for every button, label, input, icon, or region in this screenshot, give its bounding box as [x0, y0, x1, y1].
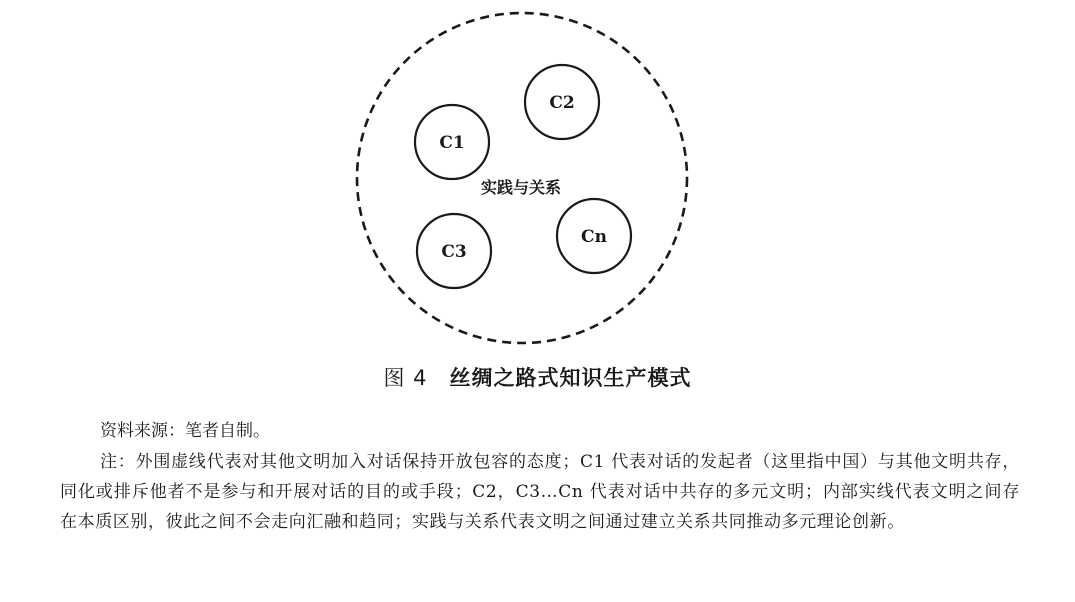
source-note: 资料来源：笔者自制。 — [100, 421, 270, 441]
node-cn — [557, 199, 631, 273]
figure-caption — [0, 362, 1075, 392]
figure-title: 丝绸之路式知识生产模式 — [449, 366, 692, 390]
node-c1-label: C1 — [439, 133, 465, 153]
node-c3-label: C3 — [441, 242, 467, 262]
node-cn-label: Cn — [581, 227, 607, 247]
figure-number: 图 4 — [383, 366, 428, 390]
node-c3 — [417, 214, 491, 288]
node-c1 — [415, 105, 489, 179]
center-label: 实践与关系 — [480, 178, 562, 197]
figure-note: 注：外围虚线代表对其他文明加入对话保持开放包容的态度；C1 代表对话的发起者（这里指中国）与其他文明共存，同化或排斥他者不是参与和开展对话的目的或手段；C2，C3…Cn 代表对话中共存的多元文明；内部实线代表文明之间存在本质区别，彼此之间不会走向汇融和趋同；实践与关系代表文明之间通过建立关系共同推动多元理论创新。 — [60, 452, 1020, 532]
node-c2 — [525, 65, 599, 139]
node-c2-label: C2 — [549, 93, 575, 113]
